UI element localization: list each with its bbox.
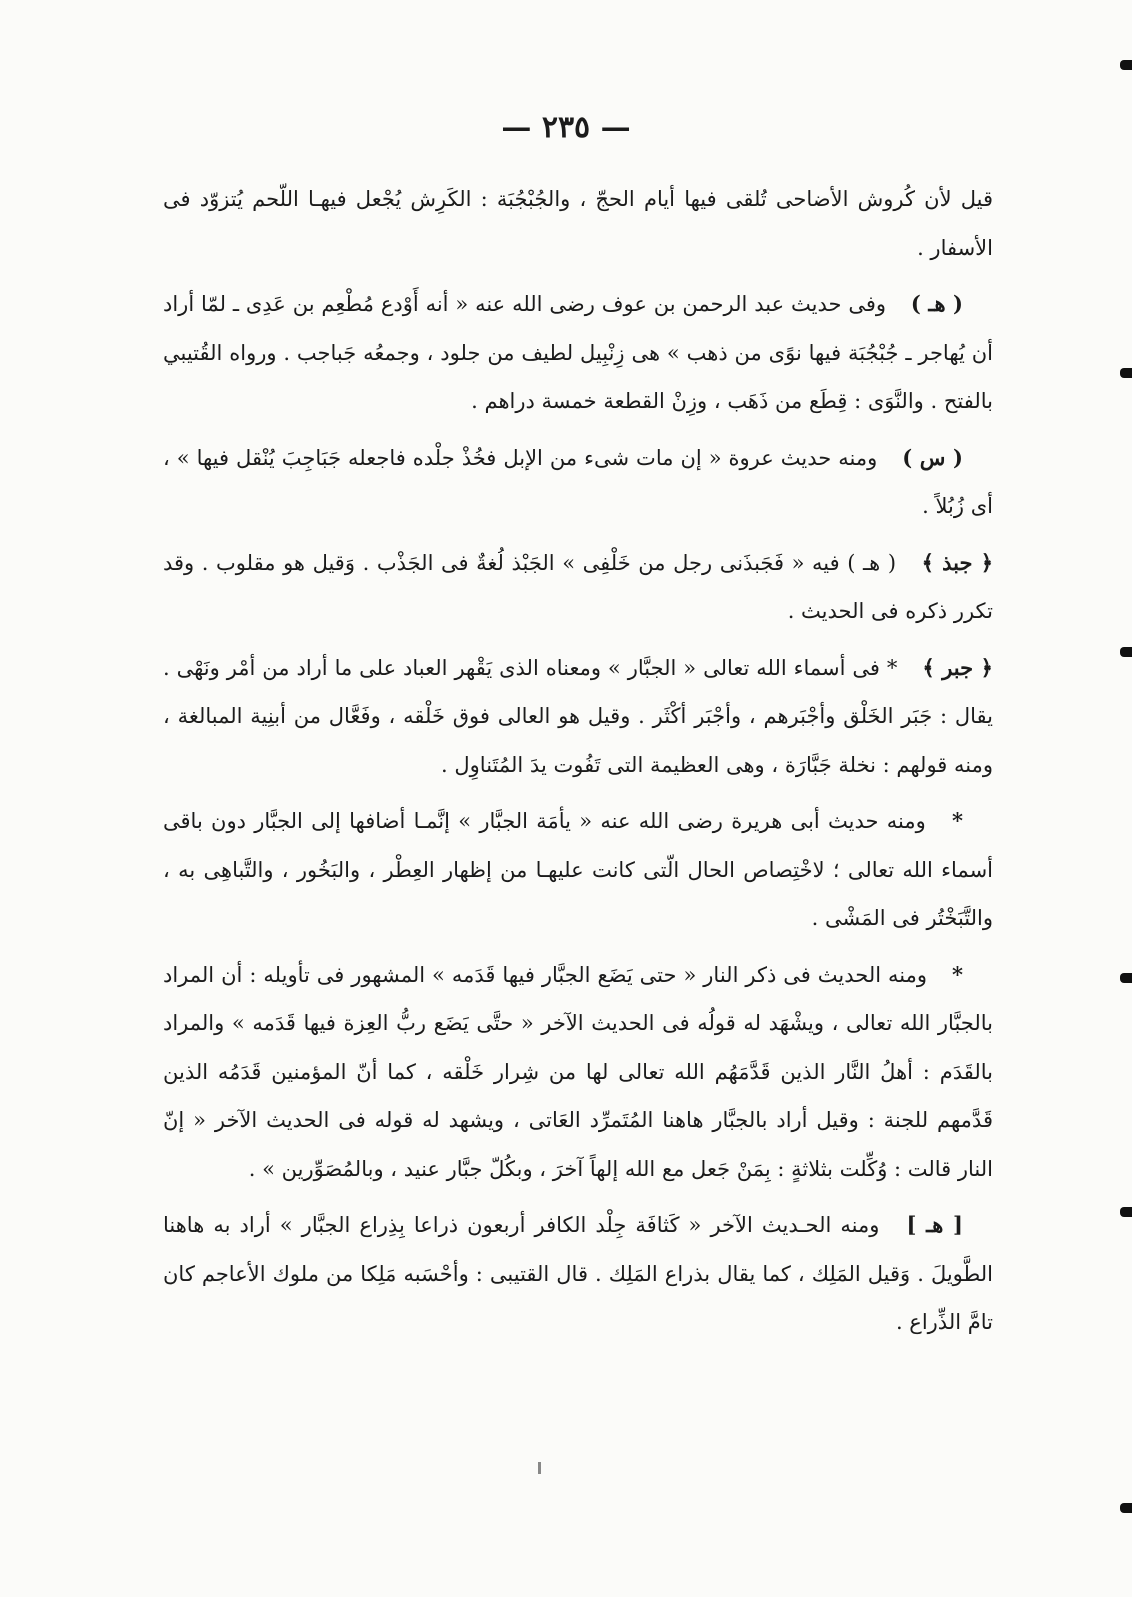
scan-edge-mark [1120,1207,1132,1217]
paragraph-text: ومنه الحديث فى ذكر النار « حتى يَضَع الجبَّار فيها قَدَمه » المشهور فى تأويله : أن المراد بالجبَّار الله تعالى ، ويشْهَد له قولُه فى الحديث الآخر « حتَّى يَضَع ربُّ العِزة فيها قَدَمه » والمراد بالقَدَم : أهلُ النَّار الذين قَدَّمَهُم الله تعالى لها من شِرار خَلْقه ، كما أنّ المؤمنين قَدَمُه الذين قَدَّمهم للجنة : وقيل أراد بالجبَّار هاهنا المُتَمرِّد العَاتى ، ويشهد له قوله فى الحديث الآخر « إنّ النار قالت : وُكِّلت بثلاثةٍ : بِمَنْ جَعل مع الله إلهاً آخرَ ، وبكُلّ جبَّار عنيد ، وبالمُصَوِّرين » . [163,962,993,1181]
scan-artifact [538,1462,541,1474]
scan-edge-mark [1120,368,1132,378]
paragraph-text: وفى حديث عبد الرحمن بن عوف رضى الله عنه « أنه أَوْدع مُطْعِم بن عَدِى ـ لمّا أراد أن يُهاجر ـ جُبْجُبَة فيها نوًى من ذهب » هى زِنْبِيل لطيف من جلود ، وجمعُه جَباجب . ورواه القُتيبي بالفتح . والنَّوَى : قِطَع من ذَهَب ، وزِنْ القطعة خمسة دراهم . [163,292,993,413]
paragraph-marker: ( هـ ) [910,291,963,316]
paragraph [163,951,993,1194]
scan-edge-mark [1120,60,1132,70]
paragraph [163,280,993,426]
paragraph [163,175,993,272]
page-number: — ٢٣٥ — [501,110,631,145]
paragraph [163,797,993,943]
paragraph-text: ومنه حديث أبى هريرة رضى الله عنه « يأمَة الجبَّار » إنَّمـا أضافها إلى الجبَّار دون باقى أسماء الله تعالى ؛ لاخْتِصاص الحال الّتى كانت عليهـا من إظهار العِطْر ، والبَخُور ، والتَّباهِى به ، والتَّبَخْتُر فى المَشْى . [163,809,993,930]
scan-edge-mark [1120,647,1132,657]
paragraph-marker: [ هـ ] [906,1212,963,1237]
paragraph-text: ومنه الحـديث الآخر « كَثافَة جِلْد الكافر أربعون ذراعا بِذِراع الجبَّار » أراد به هاهنا الطَّويلَ . وَقيل المَلِك ، كما يقال بذراع المَلِك . قال القتيبى : وأحْسَبه مَلِكا من ملوك الأعاجم كان تامَّ الذِّراع . [163,1213,993,1334]
scan-edge-mark [1120,1503,1132,1513]
entry-paragraph [163,539,993,636]
paragraph-text: * فى أسماء الله تعالى « الجبَّار » ومعناه الذى يَقْهر العباد على ما أراد من أمْر ونَهْى . يقال : جَبَر الخَلْق وأجْبَرهم ، وأجْبَر أكْثَر . وقيل هو العالى فوق خَلْقه ، وفَعَّال من أبنِية المبالغة ، ومنه قولهم : نخلة جَبَّارَة ، وهى العظيمة التى تَفُوت يدَ المُتَناوِل . [163,655,993,777]
paragraph-text: ومنه حديث عروة « إن مات شىء من الإبل فخُذْ جلْده فاجعله جَبَاجِبَ يُنْقل فيها » ، أى زُبُلاً . [163,445,993,518]
paragraph-marker: * [952,808,963,833]
body-text [163,175,993,1355]
paragraph-marker: ( س ) [902,444,963,470]
entry-headword: ﴿ جبر ﴾ [922,654,993,680]
entry-headword: ﴿ جبذ ﴾ [921,549,993,575]
paragraph [163,1201,993,1347]
paragraph-text: ( هـ ) فيه « فَجَبذَنى رجل من خَلْفِى » الجَبْذ لُغةٌ فى الجَذْب . وَقيل هو مقلوب . وقد تكرر ذكره فى الحديث . [163,550,993,623]
paragraph-marker: * [952,961,963,987]
paragraph [163,434,993,531]
entry-paragraph [163,644,993,790]
paragraph-text: قيل لأن كُروش الأضاحى تُلقى فيها أيام الحجّ ، والجُبْجُبَة : الكَرِش يُجْعل فيهـا اللّحم يُتزوّد فى الأسفار . [163,187,993,260]
scan-edge-mark [1120,973,1132,983]
